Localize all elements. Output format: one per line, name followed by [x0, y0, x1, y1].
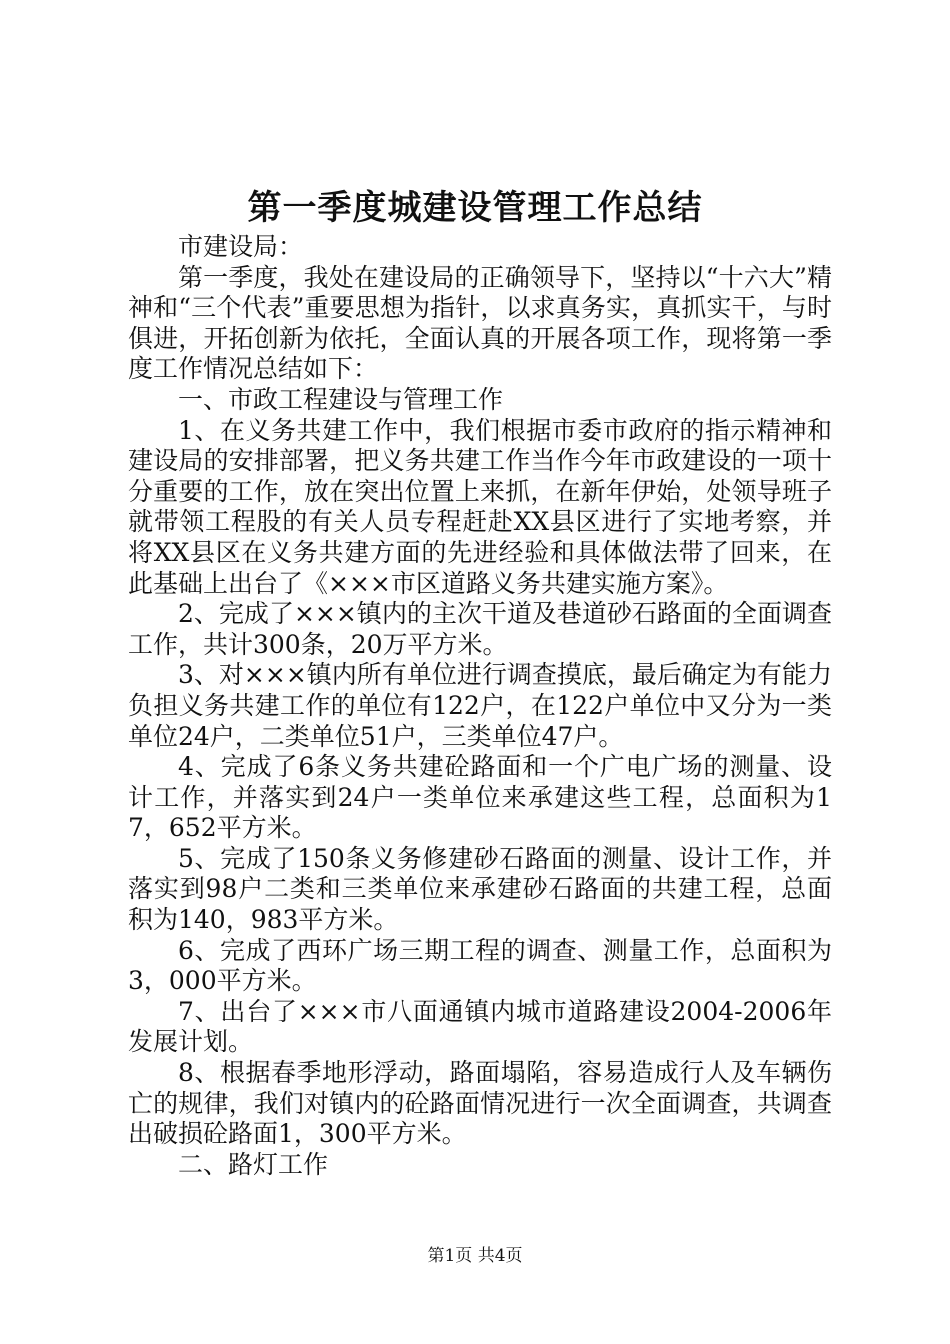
document-body — [128, 232, 832, 1180]
paragraph-item-2: 2、完成了×××镇内的主次干道及巷道砂石路面的全面调查工作，共计300条，20万平方米。 — [128, 599, 832, 659]
paragraph-item-6: 6、完成了西环广场三期工程的调查、测量工作，总面积为3，000平方米。 — [128, 935, 832, 996]
salutation: 市建设局： — [178, 232, 304, 261]
paragraph-item-3: 3、对×××镇内所有单位进行调查摸底，最后确定为有能力负担义务共建工作的单位有122户，在122户单位中又分为一类单位24户，二类单位51户，三类单位47户。 — [128, 660, 832, 751]
paragraph-item-8: 8、根据春季地形浮动，路面塌陷，容易造成行人及车辆伤亡的规律，我们对镇内的砼路面情况进行一次全面调查，共调查出破损砼路面1，300平方米。 — [128, 1058, 832, 1149]
paragraph-item-1: 1、在义务共建工作中，我们根据市委市政府的指示精神和建设局的安排部署，把义务共建工作当作今年市政建设的一项十分重要的工作，放在突出位置上来抓，在新年伊始，处领导班子就带领工程股的有关人员专程赶赴XX县区进行了实地考察，并将XX县区在义务共建方面的先进经验和具体做法带了回来，在此基础上出台了《×××市区道路义务共建实施方案》。 — [128, 415, 832, 598]
page-number: 第1页 共4页 — [427, 1246, 523, 1266]
section-heading-1: 一、市政工程建设与管理工作 — [178, 384, 504, 414]
document-title: 第一季度城建设管理工作总结 — [247, 188, 703, 228]
paragraph-item-7: 7、出台了×××市八面通镇内城市道路建设2004-2006年发展计划。 — [128, 996, 832, 1057]
paragraph-item-5: 5、完成了150条义务修建砂石路面的测量、设计工作，并落实到98户二类和三类单位来承建砂石路面的共建工程，总面积为140，983平方米。 — [128, 843, 832, 935]
section-heading-2: 二、路灯工作 — [178, 1149, 329, 1179]
paragraph-intro: 第一季度，我处在建设局的正确领导下，坚持以“十六大”精神和“三个代表”重要思想为指针，以求真务实，真抓实干，与时俱进，开拓创新为依托，全面认真的开展各项工作，现将第一季度工作情况总结如下： — [128, 262, 832, 384]
paragraph-item-4: 4、完成了6条义务共建砼路面和一个广电广场的测量、设计工作，并落实到24户一类单位来承建这些工程，总面积为17，652平方米。 — [128, 752, 832, 843]
